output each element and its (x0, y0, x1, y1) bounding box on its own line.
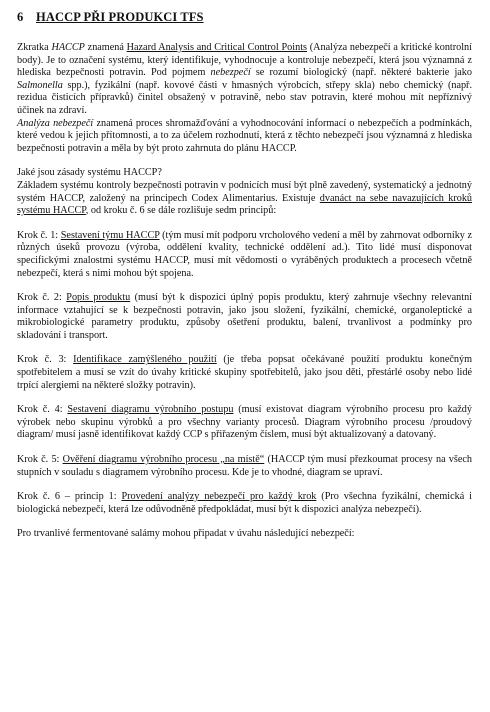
step-6 (17, 491, 472, 516)
step-text: (je třeba popsat očekávané použití produktu konečným spotřebitelem a musí se vzít do úvahy kritické skupiny spotřebitelů, jako jsou děti, přestárlé osoby nebo lidé trpící alergiemi na některé složky potravin). (17, 354, 473, 391)
analysis-text: znamená proces shromažďování a vyhodnocování informací o nebezpečích a podmínkách, které vedou k jejich přítomnosti, a to za účelem rozhodnutí, která z těchto nebezpečí jsou významná z hlediska bezpečnosti potravin a měla by být proto zahrnuta do plánu HACCP. (17, 117, 473, 154)
term-salmonella: Salmonella (17, 79, 63, 91)
twelve-steps-phrase: dvanáct na sebe navazujících kroků systému HACCP (17, 192, 473, 217)
step-label: Krok č. 3: (17, 354, 74, 366)
step-title: Sestavení týmu HACCP (60, 229, 160, 241)
step-text: (musí být k dispozici úplný popis produktu, který zahrnuje všechny relevantní informace vztahující se k bezpečnosti potravin, jako jsou složení, fyzikální, chemické, organoleptické a mikrobiologické parametry produktu, způsoby ošetření produktu, balení, trvanlivost a podmínky pro skladování i transport. (17, 292, 472, 341)
step-4 (17, 404, 472, 442)
step-text: (Pro všechna fyzikální, chemická i biologická nebezpečí, která lze odůvodněně předpokládat, musí být k dispozici analýza nebezpečí). (17, 491, 472, 515)
intro-text: Zkratka (17, 42, 52, 53)
principles-paragraph (17, 180, 472, 218)
step-text: (HACCP tým musí přezkoumat procesy na všech stupních v souladu s diagramem výrobního procesu. Kde je to vhodné, diagram se upraví. (17, 454, 473, 478)
term-analyza: Analýza nebezpečí (17, 117, 94, 129)
analysis-paragraph (17, 118, 472, 156)
section-title: HACCP PŘI PRODUKCI TFS (36, 10, 204, 24)
term-haccp: HACCP (51, 42, 85, 53)
intro-text: spp.), fyzikální (např. kovové části v hmasných výrobcích, střepy skla) nebo chemický (např. rezidua čisticích přípravků) činitel obsažený v potravině, nebo stav potravin, které mohou mít nepříznivý účinek na zdraví. (17, 79, 472, 116)
intro-text: se rozumí biologický (např. některé bakterie jako (250, 67, 472, 79)
intro-text: (Analýza nebezpečí a kritické kontrolní body). Je to označení systému, který identifikuje, vyhodnocuje a kontroluje nebezpečí, která jsou významná z hlediska bezpečnosti potravin. Pod pojmem (17, 42, 472, 79)
principles-text: , od kroku č. 6 se dále rozlišuje sedm principů: (85, 205, 277, 217)
step-text: (tým musí mít podporu vrcholového vedení a měl by zahrnovat odborníky z různých úseků provozu (výroba, oddělení kvality, technické oddělení ad.). Tito lidé musí disponovat specifickými znalostmi systému HACCP, musí mít vědomosti o vyráběných produktech a procesech včetně nebezpečí, která s nimi mohou být spojena. (17, 229, 473, 279)
section-number: 6 (17, 10, 24, 24)
haccp-full-name: Hazard Analysis and Critical Control Points (126, 42, 307, 53)
step-label: Krok č. 1: (17, 229, 61, 241)
closing-paragraph: Pro trvanlivé fermentované salámy mohou připadat v úvahu následující nebezpečí: (17, 528, 355, 540)
step-label: Krok č. 2: (17, 292, 67, 304)
step-2 (17, 292, 472, 342)
principles-text: Základem systému kontroly bezpečnosti potravin v podnicích musí být plně zavedený, systematický a jednotný systém HACCP, založený na principech Codex Alimentarius. Existuje (17, 179, 472, 204)
step-title: Identifikace zamýšleného použití (73, 354, 217, 366)
step-5 (17, 454, 472, 479)
step-3 (17, 354, 472, 392)
step-label: Krok č. 5: (17, 454, 63, 466)
term-nebezpeci: nebezpečí (210, 67, 251, 79)
step-title: Provedení analýzy nebezpečí pro každý krok (121, 491, 317, 503)
section-heading (17, 10, 472, 25)
intro-paragraph (17, 42, 472, 118)
step-label: Krok č. 4: (17, 404, 68, 416)
step-text: (musí existovat diagram výrobního procesu pro každý výrobek nebo skupinu výrobků a pro všechny varianty procesů. Diagram výrobního procesu /proudový diagram/ musí jasně identifikovat každý CCP s přiřazeným číslem, musí být aktualizovaný a datovaný. (17, 404, 472, 441)
step-title: Popis produktu (66, 292, 131, 304)
step-label: Krok č. 6 – princip 1: (17, 491, 122, 503)
step-1 (17, 230, 472, 280)
step-title: Ověření diagramu výrobního procesu „na místě“ (62, 454, 265, 466)
step-title: Sestavení diagramu výrobního postupu (67, 404, 234, 416)
intro-text: znamená (84, 42, 127, 53)
principles-question: Jaké jsou zásady systému HACCP? (17, 167, 162, 179)
